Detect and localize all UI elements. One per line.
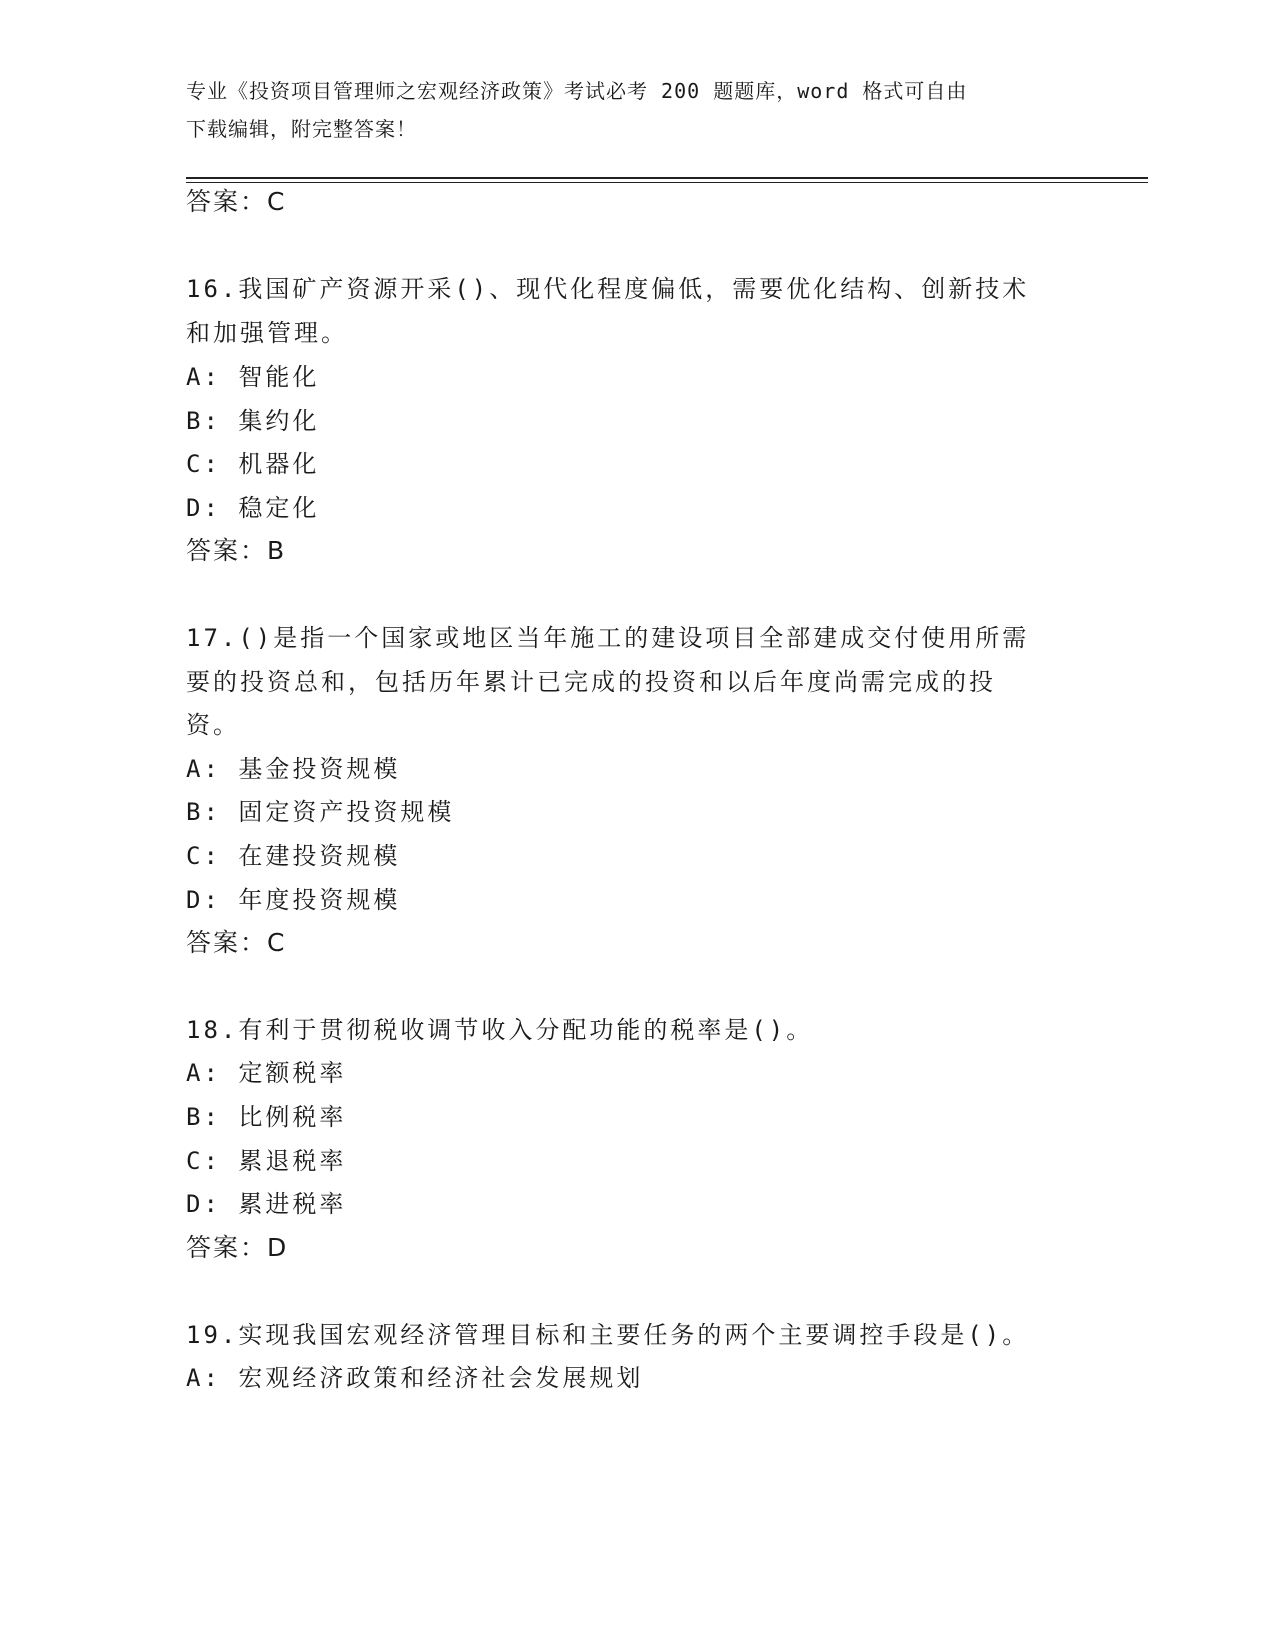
- question-17-stem-line-3: 资。: [186, 711, 240, 739]
- question-17-stem-line-2: 要的投资总和，包括历年累计已完成的投资和以后年度尚需完成的投: [186, 668, 996, 696]
- header-divider: [186, 177, 1148, 183]
- document-header: [186, 72, 1066, 148]
- question-17-option-d: D: 年度投资规模: [186, 886, 401, 914]
- answer-15: 答案：C: [186, 187, 287, 216]
- question-18-option-c: C: 累退税率: [186, 1147, 347, 1175]
- question-17-option-b: B: 固定资产投资规模: [186, 798, 455, 826]
- header-line-1: 专业《投资项目管理师之宏观经济政策》考试必考 200 题题库，word 格式可自由: [186, 79, 968, 103]
- question-19-option-a: A: 宏观经济政策和经济社会发展规划: [186, 1364, 644, 1392]
- question-17-option-a: A: 基金投资规模: [186, 755, 401, 783]
- question-16-option-b: B: 集约化: [186, 407, 320, 435]
- question-18-option-a: A: 定额税率: [186, 1059, 347, 1087]
- answer-18: 答案：D: [186, 1233, 289, 1262]
- question-16-stem-line-1: 16.我国矿产资源开采()、现代化程度偏低，需要优化结构、创新技术: [186, 275, 1030, 303]
- question-19-stem-line-1: 19.实现我国宏观经济管理目标和主要任务的两个主要调控手段是()。: [186, 1321, 1030, 1349]
- question-16-option-a: A: 智能化: [186, 363, 320, 391]
- question-17-stem-line-1: 17.()是指一个国家或地区当年施工的建设项目全部建成交付使用所需: [186, 624, 1030, 652]
- question-16-option-d: D: 稳定化: [186, 494, 320, 522]
- question-16-option-c: C: 机器化: [186, 450, 320, 478]
- question-18-stem-line-1: 18.有利于贯彻税收调节收入分配功能的税率是()。: [186, 1016, 814, 1044]
- answer-17: 答案：C: [186, 928, 287, 957]
- header-line-2: 下载编辑，附完整答案！: [186, 117, 417, 141]
- question-18-option-d: D: 累进税率: [186, 1190, 347, 1218]
- question-18-option-b: B: 比例税率: [186, 1103, 347, 1131]
- answer-16: 答案：B: [186, 536, 287, 565]
- question-17-option-c: C: 在建投资规模: [186, 842, 401, 870]
- question-16-stem-line-2: 和加强管理。: [186, 319, 348, 347]
